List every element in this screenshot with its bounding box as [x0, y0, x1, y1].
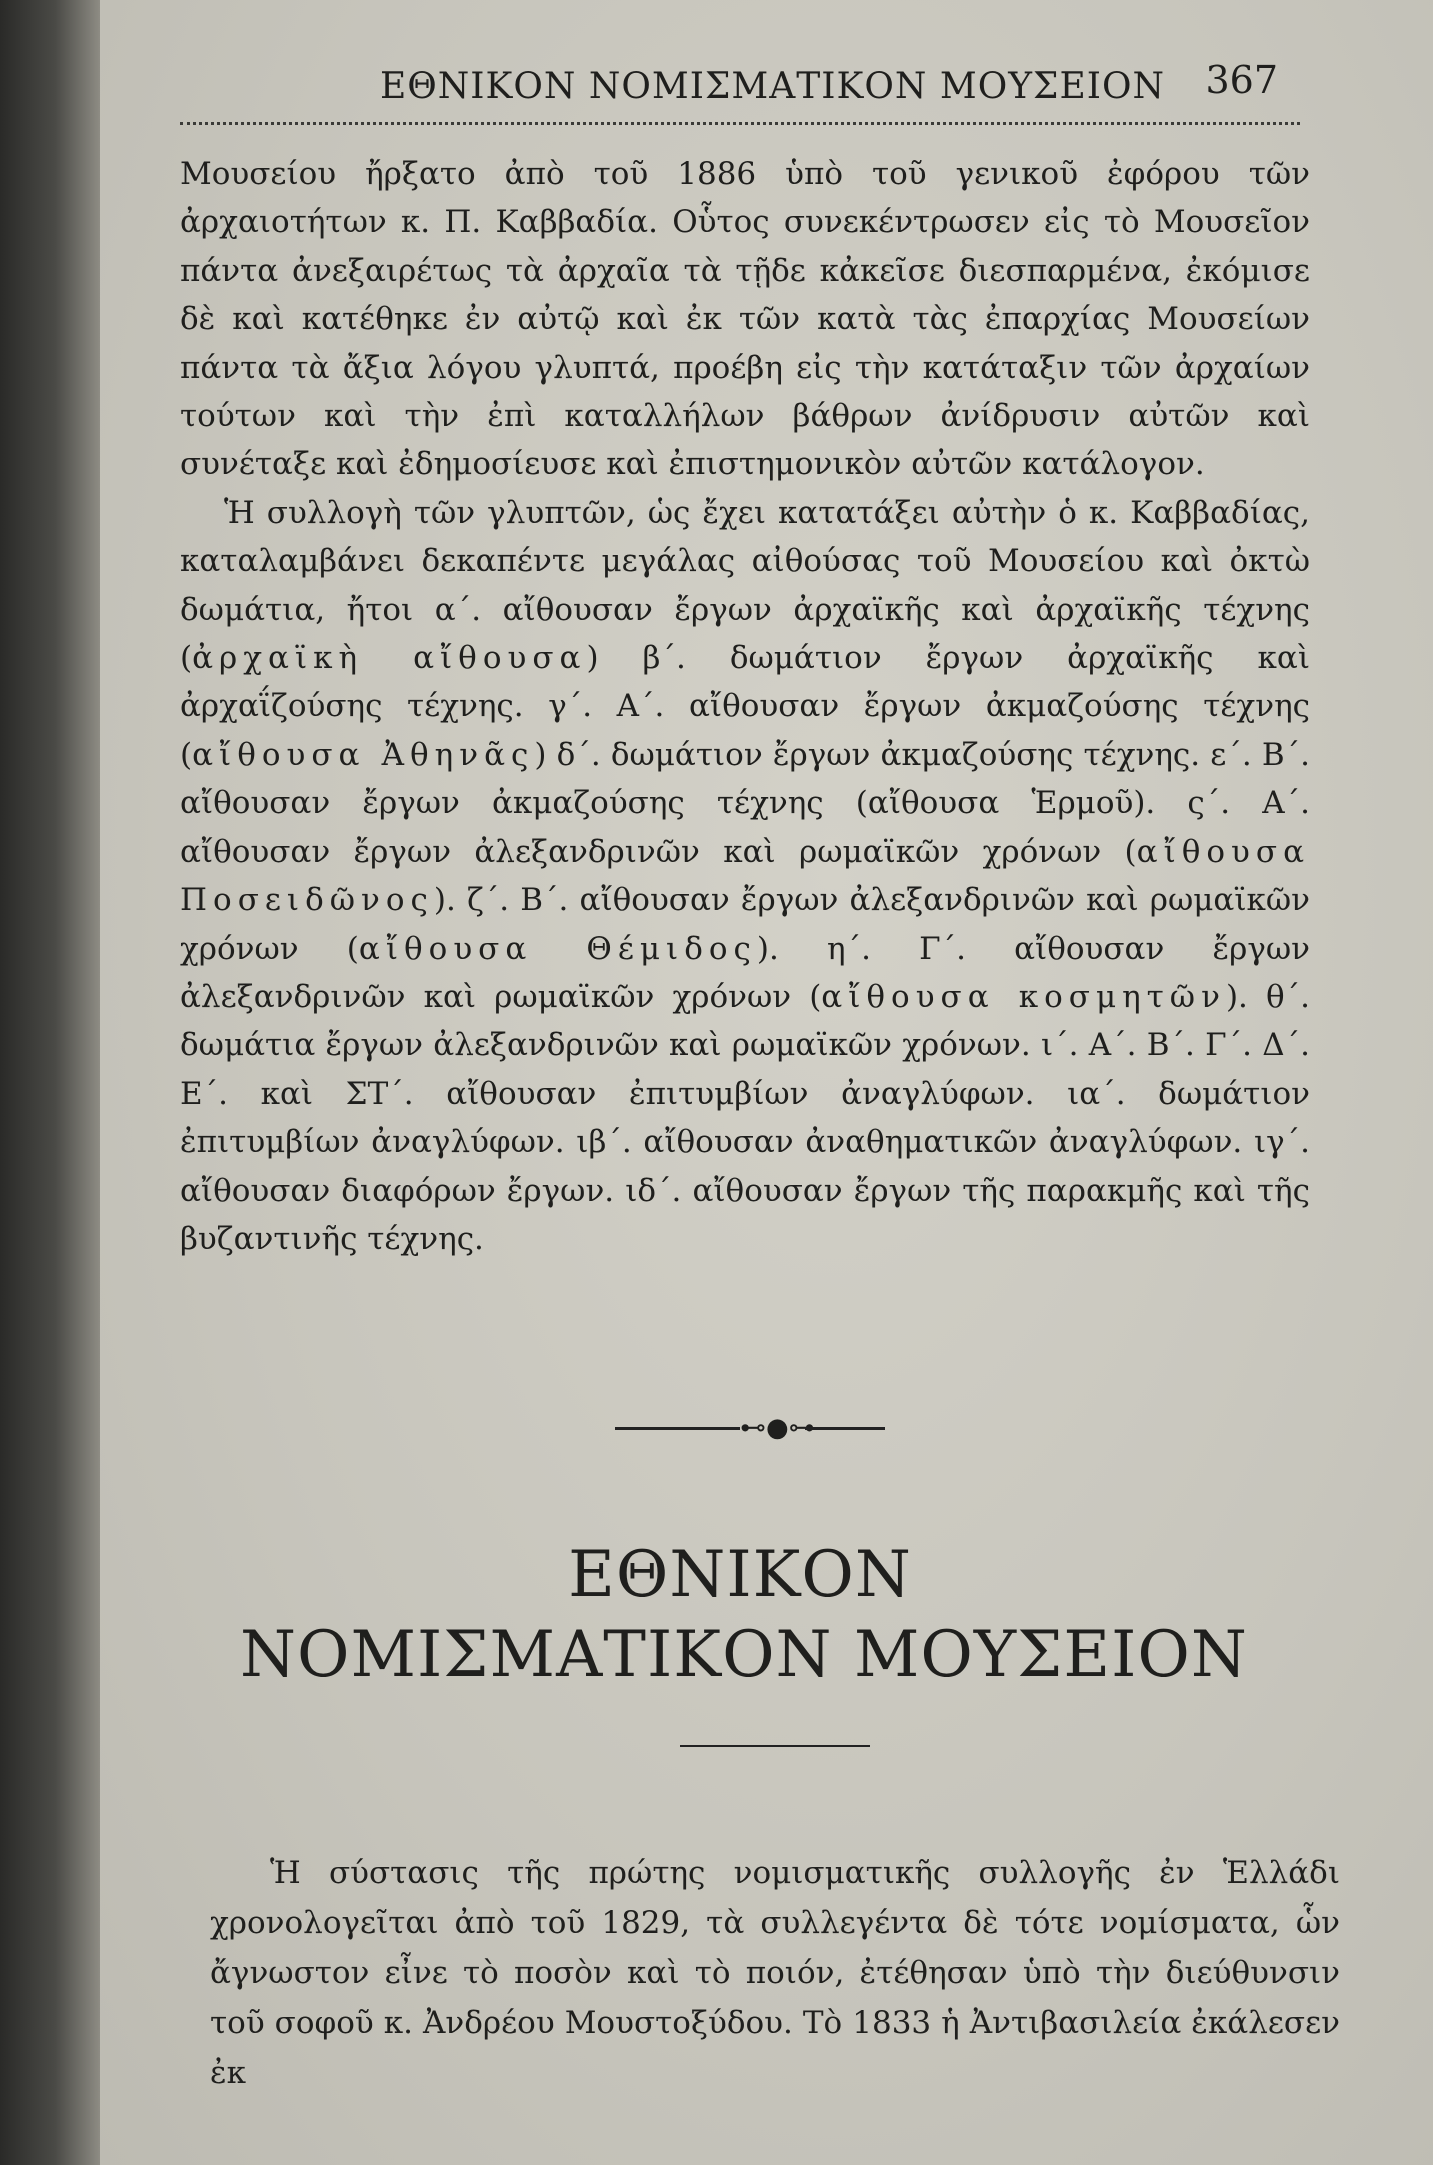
paragraph-2 [180, 489, 1310, 1264]
hall-name-kosmetes: αἴθουσα κοσμητῶν [821, 978, 1226, 1015]
ornament-line-right [805, 1427, 885, 1430]
paragraph-2-text: ). θ΄. δωμάτια ἔργων ἀλεξανδρινῶν καὶ ρωμαϊκῶν χρόνων. ι΄. Α΄. Β΄. Γ΄. Δ΄. Ε΄. καὶ ΣΤ΄. αἴθουσαν ἐπιτυμβίων ἀναγλύφων. ια΄. δωμάτιον ἐπιτυμβίων ἀναγλύφων. ιβ΄. αἴθουσαν ἀναθηματικῶν ἀναγλύφων. ιγ΄. αἴθουσαν διαφόρων ἔργων. ιδ΄. αἴθουσαν ἔργων τῆς παρακμῆς καὶ τῆς βυζαντινῆς τέχνης. [180, 978, 1310, 1257]
hall-name-athena: αἴθουσα Ἀθηνᾶς [192, 736, 535, 773]
paragraph-2-text: ). η΄. Γ΄. αἴθουσαν ἔργων ἀλεξανδρινῶν καὶ ρωμαϊκῶν χρόνων ( [180, 930, 1310, 1015]
header-dotted-rule [180, 122, 1300, 125]
ornament-line-left [615, 1427, 740, 1430]
paragraph-2-text: ). ζ΄. Β΄. αἴθουσαν ἔργων ἀλεξανδρινῶν καὶ ρωμαϊκῶν χρόνων ( [180, 882, 1310, 967]
body-text [180, 150, 1310, 1263]
running-head [280, 58, 1290, 118]
section-paragraph-1: Ἡ σύστασις τῆς πρώτης νομισματικῆς συλλογῆς ἐν Ἑλλάδι χρονολογεῖται ἀπὸ τοῦ 1829, τὰ συλλεγέντα δὲ τότε νομίσματα, ὧν ἄγνωστον εἶνε τὸ ποσὸν καὶ τὸ ποιόν, ἐτέθησαν ὑπὸ τὴν διεύθυνσιν τοῦ σοφοῦ κ. Ἀνδρέου Μουστοξύδου. Τὸ 1833 ἡ Ἀντιβασιλεία ἐκάλεσεν ἐκ [210, 1855, 1340, 2091]
page-number: 367 [1205, 58, 1278, 102]
section-body-text [210, 1848, 1340, 2098]
book-page [100, 0, 1433, 2165]
section-title [240, 1535, 1248, 1695]
book-spine-shadow [0, 0, 100, 2165]
paragraph-2-text: Ἡ συλλογὴ τῶν γλυπτῶν, ὡς ἔχει κατατάξει αὐτὴν ὁ κ. Καββαδίας, καταλαμβάνει δεκαπέντε μεγάλας αἰθούσας τοῦ Μουσείου καὶ ὀκτὼ δωμάτια, ἤτοι α΄. αἴθουσαν ἔργων ἀρχαϊκῆς καὶ ἀρχαϊκῆς τέχνης ( [180, 494, 1310, 677]
section-title-line-1: ΕΘΝΙΚΟΝ [568, 1538, 912, 1612]
section-title-line-2: ΝΟΜΙΣΜΑΤΙΚΟΝ ΜΟΥΣΕΙΟΝ [240, 1618, 1248, 1692]
hall-name-themis: αἴθουσα Θέμιδος [358, 930, 757, 967]
paragraph-2-text: ) δ΄. δωμάτιον ἔργων ἀκμαζούσης τέχνης. ε΄. Β΄. αἴθουσαν ἔργων ἀκμαζούσης τέχνης (αἴθουσα Ἑρμοῦ). ς΄. Α΄. αἴθουσαν ἔργων ἀλεξανδρινῶν καὶ ρωμαϊκῶν χρόνων ( [180, 736, 1310, 870]
hall-name-archaic: ἀρχαϊκὴ αἴθουσα [192, 640, 587, 677]
ornament-glyph: ⊷●⊶ [740, 1413, 815, 1443]
hall-name-poseidon: αἴθουσα Ποσειδῶνος [180, 833, 1310, 919]
paragraph-2-text: ) β΄. δωμάτιον ἔργων ἀρχαϊκῆς καὶ ἀρχαΐζούσης τέχνης. γ΄. Α΄. αἴθουσαν ἔργων ἀκμαζούσης τέχνης ( [180, 640, 1310, 773]
paragraph-1: Μουσείου ἤρξατο ἀπὸ τοῦ 1886 ὑπὸ τοῦ γενικοῦ ἐφόρου τῶν ἀρχαιοτήτων κ. Π. Καββαδία. Οὗτος συνεκέντρωσεν εἰς τὸ Μουσεῖον πάντα ἀνεξαιρέτως τὰ ἀρχαῖα τὰ τῇδε κἀκεῖσε διεσπαρμένα, ἐκόμισε δὲ καὶ κατέθηκε ἐν αὐτῷ καὶ ἐκ τῶν κατὰ τὰς ἐπαρχίας Μουσείων πάντα τὰ ἄξια λόγου γλυπτά, προέβη εἰς τὴν κατάταξιν τῶν ἀρχαίων τούτων καὶ τὴν ἐπὶ καταλλήλων βάθρων ἀνίδρυσιν αὐτῶν καὶ συνέταξε καὶ ἐδημοσίευσε καὶ ἐπιστημονικὸν αὐτῶν κατάλογον. [180, 156, 1310, 483]
title-rule [680, 1745, 870, 1747]
running-title: ΕΘΝΙΚΟΝ ΝΟΜΙΣΜΑΤΙΚΟΝ ΜΟΥΣΕΙΟΝ [380, 66, 1165, 107]
section-divider-ornament [615, 1413, 885, 1443]
